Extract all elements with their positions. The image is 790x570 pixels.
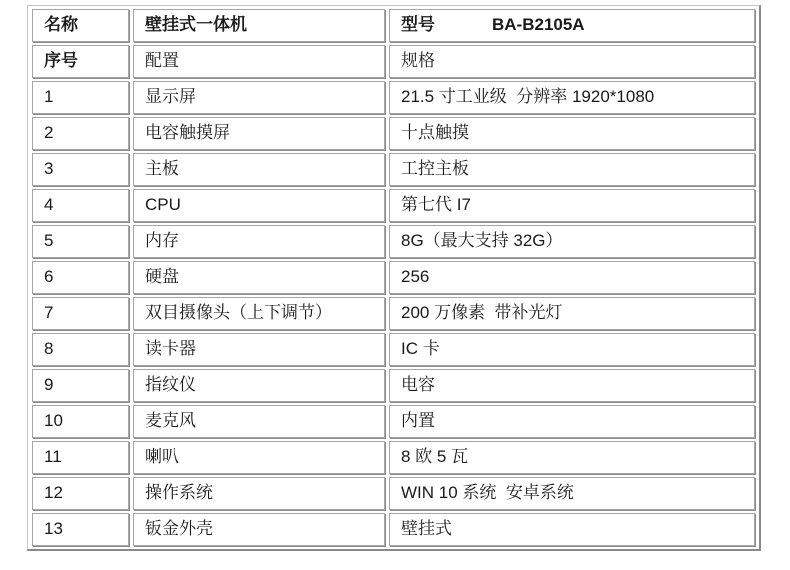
table-row (32, 441, 755, 474)
table-row (32, 513, 755, 546)
table-row (32, 81, 755, 114)
table-row (32, 333, 755, 366)
cell-seq: 2 (32, 117, 129, 150)
cell-seq: 9 (32, 369, 129, 402)
cell-seq: 10 (32, 405, 129, 438)
cell-config: 麦克风 (133, 405, 385, 438)
cell-spec: IC 卡 (389, 333, 755, 366)
product-name-cell: 壁挂式一体机 (133, 9, 385, 42)
cell-config: CPU (133, 189, 385, 222)
cell-config: 显示屏 (133, 81, 385, 114)
cell-seq: 11 (32, 441, 129, 474)
table-row (32, 153, 755, 186)
cell-seq: 7 (32, 297, 129, 330)
cell-seq: 12 (32, 477, 129, 510)
cell-seq: 3 (32, 153, 129, 186)
cell-config: 钣金外壳 (133, 513, 385, 546)
cell-config: 指纹仪 (133, 369, 385, 402)
cell-spec: 第七代 I7 (389, 189, 755, 222)
cell-spec: 21.5 寸工业级 分辨率 1920*1080 (389, 81, 755, 114)
cell-spec: 8G（最大支持 32G） (389, 225, 755, 258)
cell-config: 喇叭 (133, 441, 385, 474)
cell-seq: 5 (32, 225, 129, 258)
cell-seq: 4 (32, 189, 129, 222)
table-row (32, 117, 755, 150)
table-row (32, 405, 755, 438)
cell-config: 内存 (133, 225, 385, 258)
model-value: BA-B2105A (492, 15, 585, 35)
cell-seq: 1 (32, 81, 129, 114)
cell-spec: 工控主板 (389, 153, 755, 186)
seq-header-cell: 序号 (32, 45, 129, 78)
cell-spec: 200 万像素 带补光灯 (389, 297, 755, 330)
spec-header-cell: 规格 (389, 45, 755, 78)
cell-seq: 8 (32, 333, 129, 366)
cell-spec: 壁挂式 (389, 513, 755, 546)
cell-config: 双目摄像头（上下调节） (133, 297, 385, 330)
table-row (32, 369, 755, 402)
cell-spec: 256 (389, 261, 755, 294)
model-label: 型号 (401, 15, 435, 35)
cell-seq: 13 (32, 513, 129, 546)
model-cell (389, 9, 755, 42)
table-row (32, 261, 755, 294)
config-header-cell: 配置 (133, 45, 385, 78)
cell-config: 主板 (133, 153, 385, 186)
cell-spec: 内置 (389, 405, 755, 438)
table-header-row-columns (32, 45, 755, 78)
table-row (32, 477, 755, 510)
table-header-row-title (32, 9, 755, 42)
cell-config: 操作系统 (133, 477, 385, 510)
name-label-cell: 名称 (32, 9, 129, 42)
cell-seq: 6 (32, 261, 129, 294)
cell-config: 硬盘 (133, 261, 385, 294)
table-row (32, 297, 755, 330)
spec-table (27, 5, 761, 551)
cell-spec: WIN 10 系统 安卓系统 (389, 477, 755, 510)
cell-spec: 电容 (389, 369, 755, 402)
cell-spec: 十点触摸 (389, 117, 755, 150)
cell-config: 电容触摸屏 (133, 117, 385, 150)
cell-spec: 8 欧 5 瓦 (389, 441, 755, 474)
table-row (32, 189, 755, 222)
table-row (32, 225, 755, 258)
cell-config: 读卡器 (133, 333, 385, 366)
